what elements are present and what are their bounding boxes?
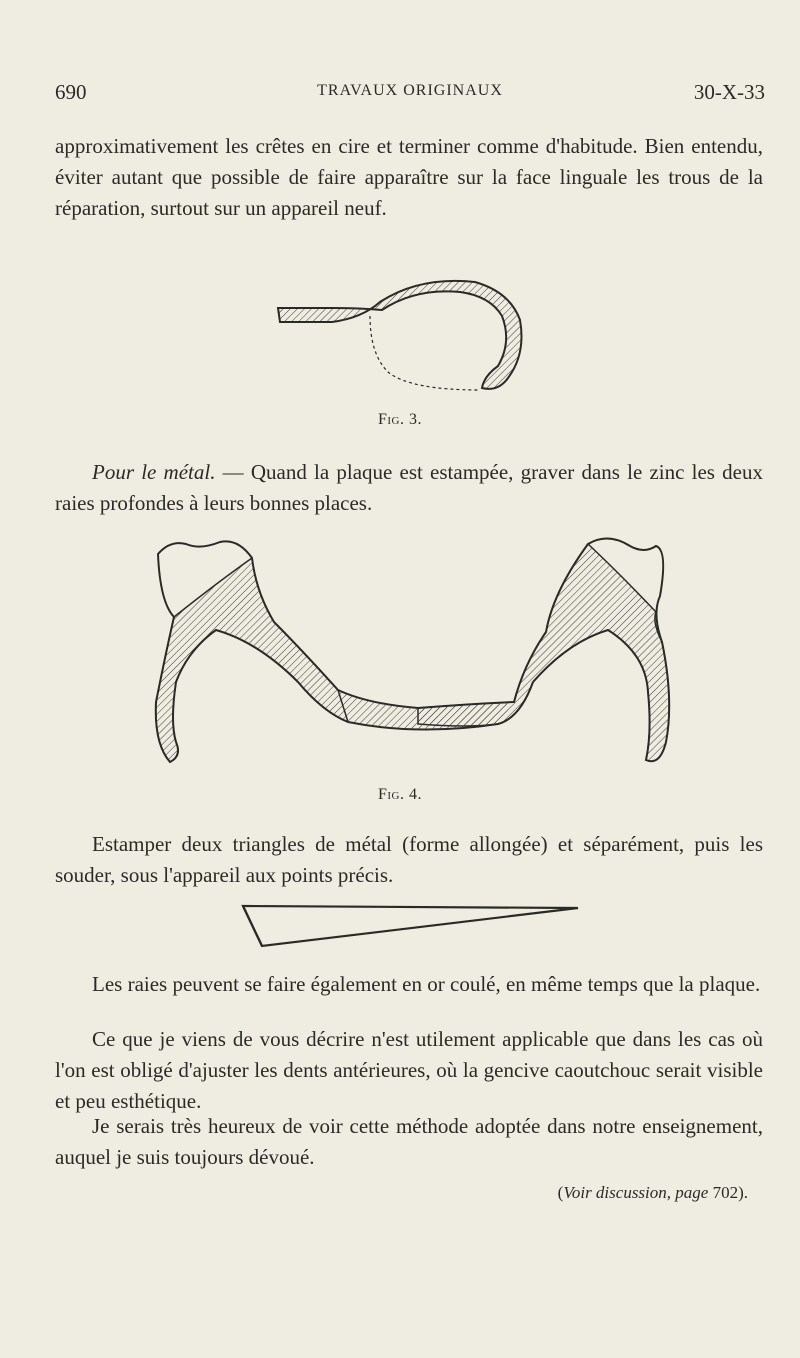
discussion-reference-text: Voir discussion, page [563, 1183, 709, 1202]
fig4-lower-hatch [338, 690, 514, 730]
fig3-plate-section [278, 281, 522, 389]
header-date: 30-X-33 [693, 80, 765, 104]
figure-4-drawing [148, 532, 678, 772]
paragraph-3: Estamper deux triangles de métal (forme allongée) et séparément, puis les souder, sous l'appareil aux points précis. [55, 832, 763, 887]
figure-4-caption: Fig. 4. [377, 786, 422, 803]
running-title: TRAVAUX ORIGINAUX [317, 82, 503, 99]
triangle-drawing [238, 896, 586, 952]
paragraph-1: approximativement les crêtes en cire et terminer comme d'habitude. Bien entendu, éviter autant que possible de faire apparaître sur la face linguale les trous de la réparation, surtout sur un appareil neuf. [55, 134, 763, 220]
figure-3-drawing [270, 258, 540, 400]
page-number: 690 [55, 80, 87, 104]
page-header [55, 80, 765, 110]
paragraph-2-lead: Pour le métal. [92, 460, 216, 484]
metal-triangle-outline [243, 906, 578, 946]
figure-3-caption: Fig. 3. [377, 411, 422, 428]
discussion-reference: (Voir discussion, page 702). [557, 1183, 748, 1202]
fig3-dashed-outline [370, 316, 480, 390]
paragraph-5: Ce que je viens de vous décrire n'est utilement applicable que dans les cas où l'on est obligé d'ajuster les dents antérieures, où la gencive caoutchouc serait visible et peu esthétique. [55, 1027, 763, 1113]
metal-triangle-inner-line [243, 906, 262, 946]
paragraph-2 [55, 457, 763, 519]
paragraph-4: Les raies peuvent se faire également en or coulé, en même temps que la plaque. [92, 972, 761, 996]
paragraph-6: Je serais très heureux de voir cette méthode adoptée dans notre enseignement, auquel je suis toujours dévoué. [55, 1114, 763, 1169]
paragraph-2-text: — Quand la plaque est estampée, graver dans le zinc les deux raies profondes à leurs bonnes places. [55, 460, 763, 515]
